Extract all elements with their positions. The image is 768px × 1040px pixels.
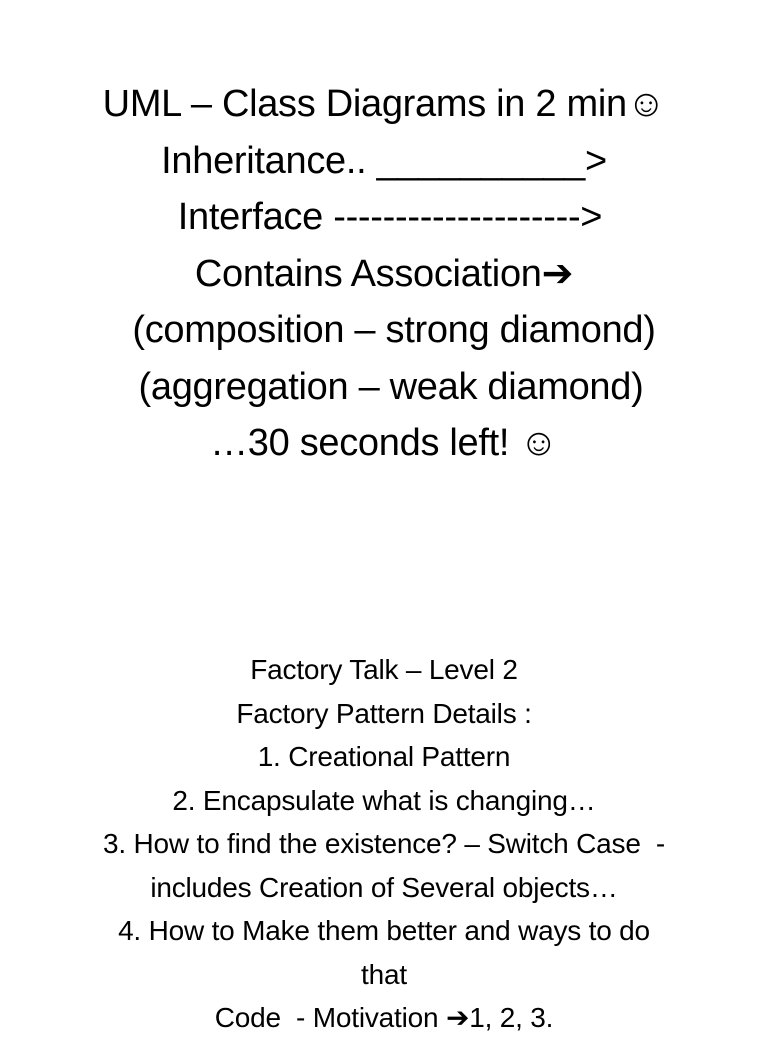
uml-slide-text: [0, 76, 768, 472]
association-line: Contains Association➔: [194, 252, 574, 295]
factory-title-line: Factory Talk – Level 2: [250, 654, 518, 685]
list-item-2: 2. Encapsulate what is changing…: [172, 784, 596, 816]
list-item-4-continued: that: [361, 958, 407, 990]
list-item-1: 1. Creational Pattern: [257, 741, 511, 772]
list-item-3: 3. How to find the existence? – Switch Case -: [103, 828, 665, 859]
factory-details-line: Factory Pattern Details :: [236, 697, 532, 729]
inheritance-line: Inheritance.. __________>: [161, 139, 607, 182]
interface-line: Interface -------------------->: [177, 196, 603, 238]
list-item-4: 4. How to Make them better and ways to do: [118, 915, 650, 946]
list-item-3-continued: includes Creation of Several objects…: [150, 871, 618, 903]
uml-title-line: UML – Class Diagrams in 2 min☺: [102, 83, 666, 125]
seconds-left-line: …30 seconds left! ☺: [210, 422, 558, 464]
aggregation-line: (aggregation – weak diamond): [138, 365, 644, 408]
composition-line: (composition – strong diamond): [132, 309, 656, 351]
factory-slide-text: [0, 648, 768, 1040]
code-motivation-line: Code - Motivation ➔1, 2, 3.: [214, 1002, 554, 1033]
